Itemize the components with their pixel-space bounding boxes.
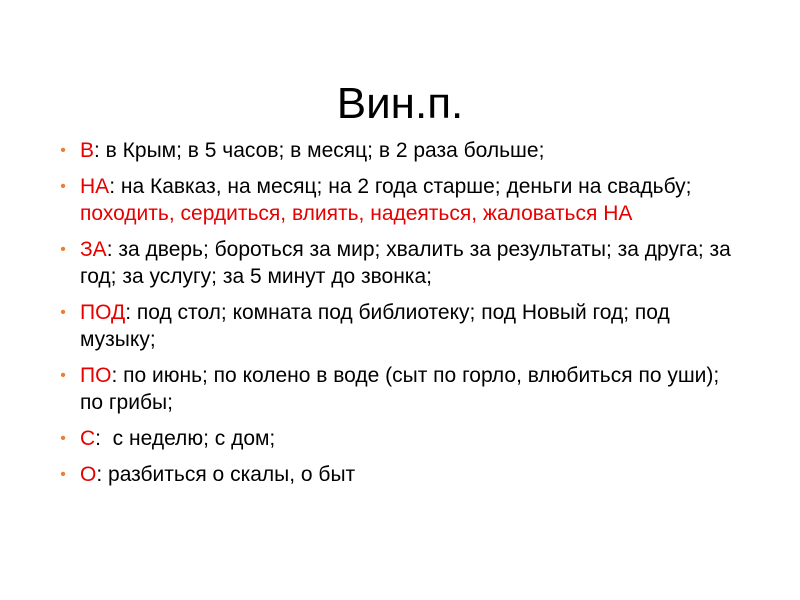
list-item-na <box>55 173 745 227</box>
list-item-o <box>55 461 745 488</box>
preposition-examples: : разбиться о скалы, о быт <box>96 463 356 486</box>
bullet-icon: • <box>60 304 66 321</box>
preposition-key: ПОД <box>80 301 126 324</box>
bullet-icon: • <box>60 466 66 483</box>
bullet-icon: • <box>60 430 66 447</box>
preposition-key: ПО <box>80 364 112 387</box>
preposition-key: НА <box>80 175 110 198</box>
bullet-icon: • <box>60 367 66 384</box>
slide-title: Вин.п. <box>336 79 464 129</box>
preposition-key: ЗА <box>80 238 107 261</box>
list-item-pod <box>55 299 745 353</box>
bullet-icon: • <box>60 241 66 258</box>
list-item-v <box>55 137 745 164</box>
preposition-key: С <box>80 427 96 450</box>
preposition-examples: : на Кавказ, на месяц; на 2 года старше; деньги на свадьбу; <box>109 175 692 198</box>
preposition-examples: : по июнь; по колено в воде (сыт по горло, влюбиться по уши); по грибы; <box>80 364 720 414</box>
preposition-key: О <box>80 463 97 486</box>
bullet-icon: • <box>60 142 66 159</box>
preposition-examples: : в Крым; в 5 часов; в месяц; в 2 раза больше; <box>94 139 545 162</box>
bullet-icon: • <box>60 178 66 195</box>
list-item-s <box>55 425 745 452</box>
preposition-list <box>55 137 745 497</box>
preposition-examples: : под стол; комната под библиотеку; под Новый год; под музыку; <box>80 301 670 351</box>
list-item-za <box>55 236 745 290</box>
preposition-highlight: походить, сердиться, влиять, надеяться, жаловаться НА <box>80 202 633 225</box>
preposition-examples: : с неделю; с дом; <box>95 427 276 450</box>
preposition-key: В <box>80 139 95 162</box>
list-item-po <box>55 362 745 416</box>
preposition-examples: : за дверь; бороться за мир; хвалить за результаты; за друга; за год; за услугу; за 5 минут до звонка; <box>80 238 731 288</box>
